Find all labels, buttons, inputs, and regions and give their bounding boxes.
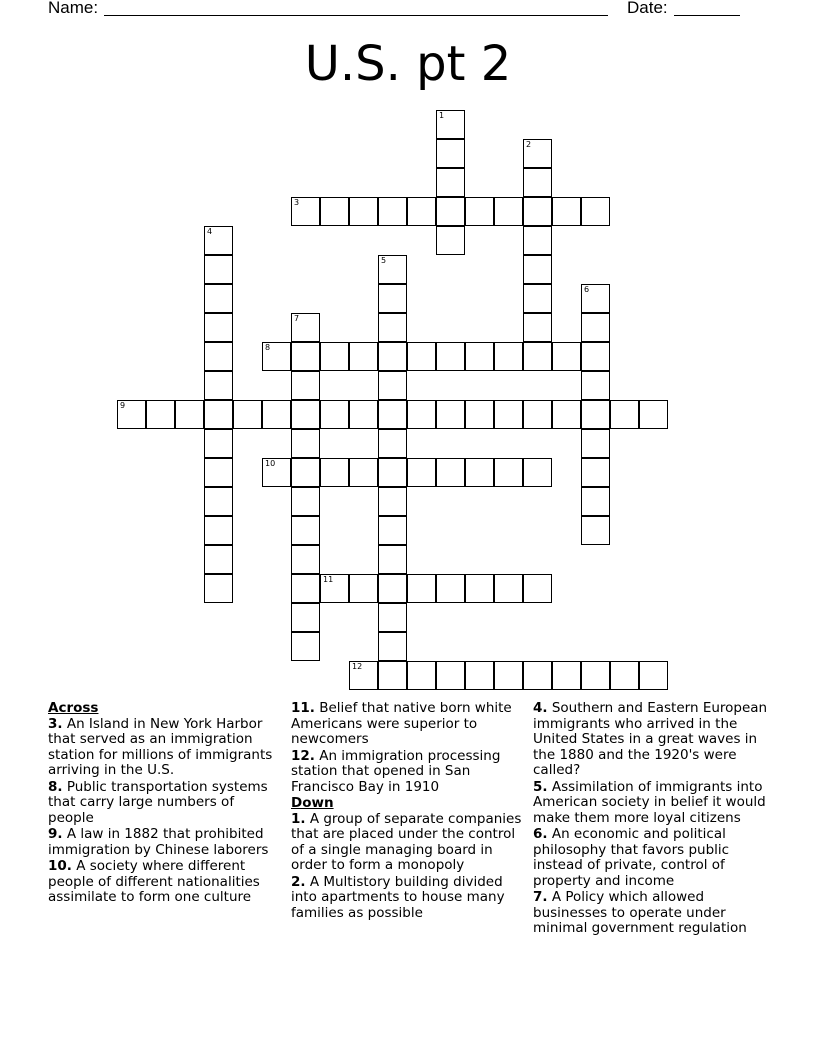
- clue-number: 6: [584, 285, 590, 294]
- grid-cell[interactable]: [523, 168, 552, 197]
- grid-cell[interactable]: [378, 255, 407, 284]
- grid-cell[interactable]: [204, 284, 233, 313]
- grid-cell[interactable]: [465, 458, 494, 487]
- grid-cell[interactable]: [523, 661, 552, 690]
- grid-cell[interactable]: [407, 197, 436, 226]
- grid-cell[interactable]: [581, 458, 610, 487]
- grid-cell[interactable]: [465, 661, 494, 690]
- grid-cell[interactable]: [407, 342, 436, 371]
- across-heading: Across: [48, 700, 99, 716]
- grid-cell[interactable]: [204, 487, 233, 516]
- grid-cell[interactable]: [552, 400, 581, 429]
- grid-cell[interactable]: [581, 284, 610, 313]
- grid-cell[interactable]: [436, 197, 465, 226]
- date-label: Date:: [627, 0, 668, 17]
- grid-cell[interactable]: [436, 661, 465, 690]
- grid-cell[interactable]: [291, 458, 320, 487]
- grid-cell[interactable]: [378, 632, 407, 661]
- grid-cell[interactable]: [581, 371, 610, 400]
- grid-cell[interactable]: [204, 342, 233, 371]
- grid-cell[interactable]: [581, 429, 610, 458]
- grid-cell[interactable]: [291, 574, 320, 603]
- grid-cell[interactable]: [581, 197, 610, 226]
- grid-cell[interactable]: [581, 487, 610, 516]
- clue-number: 8: [265, 343, 271, 352]
- grid-cell[interactable]: [378, 574, 407, 603]
- grid-cell[interactable]: [291, 603, 320, 632]
- grid-cell[interactable]: [291, 632, 320, 661]
- grid-cell[interactable]: [204, 516, 233, 545]
- grid-cell[interactable]: [175, 400, 204, 429]
- grid-cell[interactable]: [581, 342, 610, 371]
- grid-cell[interactable]: [436, 168, 465, 197]
- grid-cell[interactable]: [378, 545, 407, 574]
- clue-number: 1: [439, 111, 445, 120]
- grid-cell[interactable]: [291, 400, 320, 429]
- grid-cell[interactable]: [204, 313, 233, 342]
- grid-cell[interactable]: [349, 458, 378, 487]
- clue-number: 11: [323, 575, 334, 584]
- clue-down-6: 6. An economic and political philosophy that favors public instead of private, control of property and income: [533, 826, 730, 889]
- grid-cell[interactable]: [378, 661, 407, 690]
- clue-down-7: 7. A Policy which allowed businesses to operate under minimal government regulation: [533, 889, 747, 936]
- grid-cell[interactable]: [581, 400, 610, 429]
- grid-cell[interactable]: [320, 574, 349, 603]
- grid-cell[interactable]: [378, 284, 407, 313]
- grid-cell[interactable]: [523, 255, 552, 284]
- grid-cell[interactable]: [204, 371, 233, 400]
- page-title: U.S. pt 2: [304, 36, 512, 92]
- grid-cell[interactable]: [494, 342, 523, 371]
- grid-cell[interactable]: [204, 574, 233, 603]
- grid-cell[interactable]: [465, 342, 494, 371]
- grid-cell[interactable]: [262, 400, 291, 429]
- grid-cell[interactable]: [291, 429, 320, 458]
- grid-cell[interactable]: [407, 661, 436, 690]
- grid-cell[interactable]: [610, 400, 639, 429]
- grid-cell[interactable]: [436, 574, 465, 603]
- grid-cell[interactable]: [581, 661, 610, 690]
- grid-cell[interactable]: [378, 342, 407, 371]
- clue-number: 9: [120, 401, 126, 410]
- clue-down-4: 4. Southern and Eastern European immigrants who arrived in the United States in a great waves in the 1880 and the 1920's were called?: [533, 700, 768, 778]
- clue-number: 3: [294, 198, 300, 207]
- clue-across-10: 10. A society where different people of different nationalities assimilate to form one culture: [48, 858, 260, 905]
- grid-cell[interactable]: [494, 458, 523, 487]
- grid-cell[interactable]: [291, 516, 320, 545]
- clue-number: 7: [294, 314, 300, 323]
- grid-cell[interactable]: [465, 197, 494, 226]
- clue-number: 2: [526, 140, 532, 149]
- grid-cell[interactable]: [117, 400, 146, 429]
- clues-column-3: [533, 701, 769, 938]
- clue-down-2: 2. A Multistory building divided into apartments to house many families as possible: [291, 873, 505, 921]
- grid-cell[interactable]: [378, 487, 407, 516]
- grid-cell[interactable]: [494, 197, 523, 226]
- grid-cell[interactable]: [639, 661, 668, 690]
- grid-cell[interactable]: [262, 342, 291, 371]
- grid-cell[interactable]: [349, 574, 378, 603]
- grid-cell[interactable]: [291, 342, 320, 371]
- grid-cell[interactable]: [407, 458, 436, 487]
- grid-cell[interactable]: [320, 458, 349, 487]
- grid-cell[interactable]: [581, 516, 610, 545]
- grid-cell[interactable]: [523, 400, 552, 429]
- grid-cell[interactable]: [291, 371, 320, 400]
- grid-cell[interactable]: [378, 458, 407, 487]
- clue-number: 4: [207, 227, 213, 236]
- grid-cell[interactable]: [320, 342, 349, 371]
- clues-column-2: [291, 701, 527, 922]
- clue-down-5: 5. Assimilation of immigrants into American society in belief it would make them more loyal citizens: [533, 778, 766, 826]
- grid-cell[interactable]: [349, 400, 378, 429]
- grid-cell[interactable]: [465, 400, 494, 429]
- clue-number: 5: [381, 256, 387, 265]
- grid-cell[interactable]: [436, 400, 465, 429]
- clues-column-1: [48, 701, 284, 907]
- grid-cell[interactable]: [233, 400, 262, 429]
- grid-cell[interactable]: [204, 429, 233, 458]
- grid-cell[interactable]: [407, 574, 436, 603]
- grid-cell[interactable]: [523, 313, 552, 342]
- grid-cell[interactable]: [552, 342, 581, 371]
- clue-across-12: 12. An immigration processing station that opened in San Francisco Bay in 1910: [291, 747, 501, 795]
- grid-cell[interactable]: [378, 400, 407, 429]
- grid-cell[interactable]: [204, 545, 233, 574]
- grid-cell[interactable]: [204, 400, 233, 429]
- grid-cell[interactable]: [523, 284, 552, 313]
- grid-cell[interactable]: [494, 574, 523, 603]
- grid-cell[interactable]: [378, 603, 407, 632]
- grid-cell[interactable]: [436, 226, 465, 255]
- grid-cell[interactable]: [523, 342, 552, 371]
- grid-cell[interactable]: [291, 313, 320, 342]
- grid-cell[interactable]: [436, 139, 465, 168]
- grid-cell[interactable]: [349, 661, 378, 690]
- clue-number: 10: [265, 459, 276, 468]
- grid-cell[interactable]: [204, 226, 233, 255]
- grid-cell[interactable]: [291, 197, 320, 226]
- grid-cell[interactable]: [349, 197, 378, 226]
- grid-cell[interactable]: [523, 574, 552, 603]
- grid-cell[interactable]: [581, 313, 610, 342]
- grid-cell[interactable]: [639, 400, 668, 429]
- grid-cell[interactable]: [523, 139, 552, 168]
- grid-cell[interactable]: [552, 197, 581, 226]
- grid-cell[interactable]: [610, 661, 639, 690]
- grid-cell[interactable]: [552, 661, 581, 690]
- clue-across-8: 8. Public transportation systems that carry large numbers of people: [48, 778, 268, 826]
- down-heading: Down: [291, 795, 334, 811]
- grid-cell[interactable]: [465, 574, 494, 603]
- grid-cell[interactable]: [320, 197, 349, 226]
- grid-cell[interactable]: [523, 197, 552, 226]
- grid-cell[interactable]: [436, 342, 465, 371]
- grid-cell[interactable]: [378, 429, 407, 458]
- grid-cell[interactable]: [523, 226, 552, 255]
- grid-cell[interactable]: [378, 313, 407, 342]
- clue-down-1: 1. A group of separate companies that are placed under the control of a single managing board in order to form a monopoly: [291, 810, 522, 873]
- grid-cell[interactable]: [146, 400, 175, 429]
- grid-cell[interactable]: [291, 545, 320, 574]
- name-label: Name:: [48, 0, 99, 17]
- grid-cell[interactable]: [436, 110, 465, 139]
- grid-cell[interactable]: [291, 487, 320, 516]
- grid-cell[interactable]: [378, 516, 407, 545]
- grid-cell[interactable]: [320, 400, 349, 429]
- grid-cell[interactable]: [494, 400, 523, 429]
- grid-cell[interactable]: [262, 458, 291, 487]
- clue-number: 12: [352, 662, 363, 671]
- clue-across-3: 3. An Island in New York Harbor that served as an immigration station for millions of immigrants arriving in the U.S.: [48, 715, 273, 778]
- grid-cell[interactable]: [494, 661, 523, 690]
- grid-cell[interactable]: [436, 458, 465, 487]
- grid-cell[interactable]: [204, 458, 233, 487]
- grid-cell[interactable]: [523, 458, 552, 487]
- grid-cell[interactable]: [407, 400, 436, 429]
- grid-cell[interactable]: [378, 371, 407, 400]
- grid-cell[interactable]: [349, 342, 378, 371]
- grid-cell[interactable]: [204, 255, 233, 284]
- clue-across-11: 11. Belief that native born white Americans were superior to newcomers: [291, 700, 512, 747]
- grid-cell[interactable]: [378, 197, 407, 226]
- clue-across-9: 9. A law in 1882 that prohibited immigration by Chinese laborers: [48, 826, 269, 858]
